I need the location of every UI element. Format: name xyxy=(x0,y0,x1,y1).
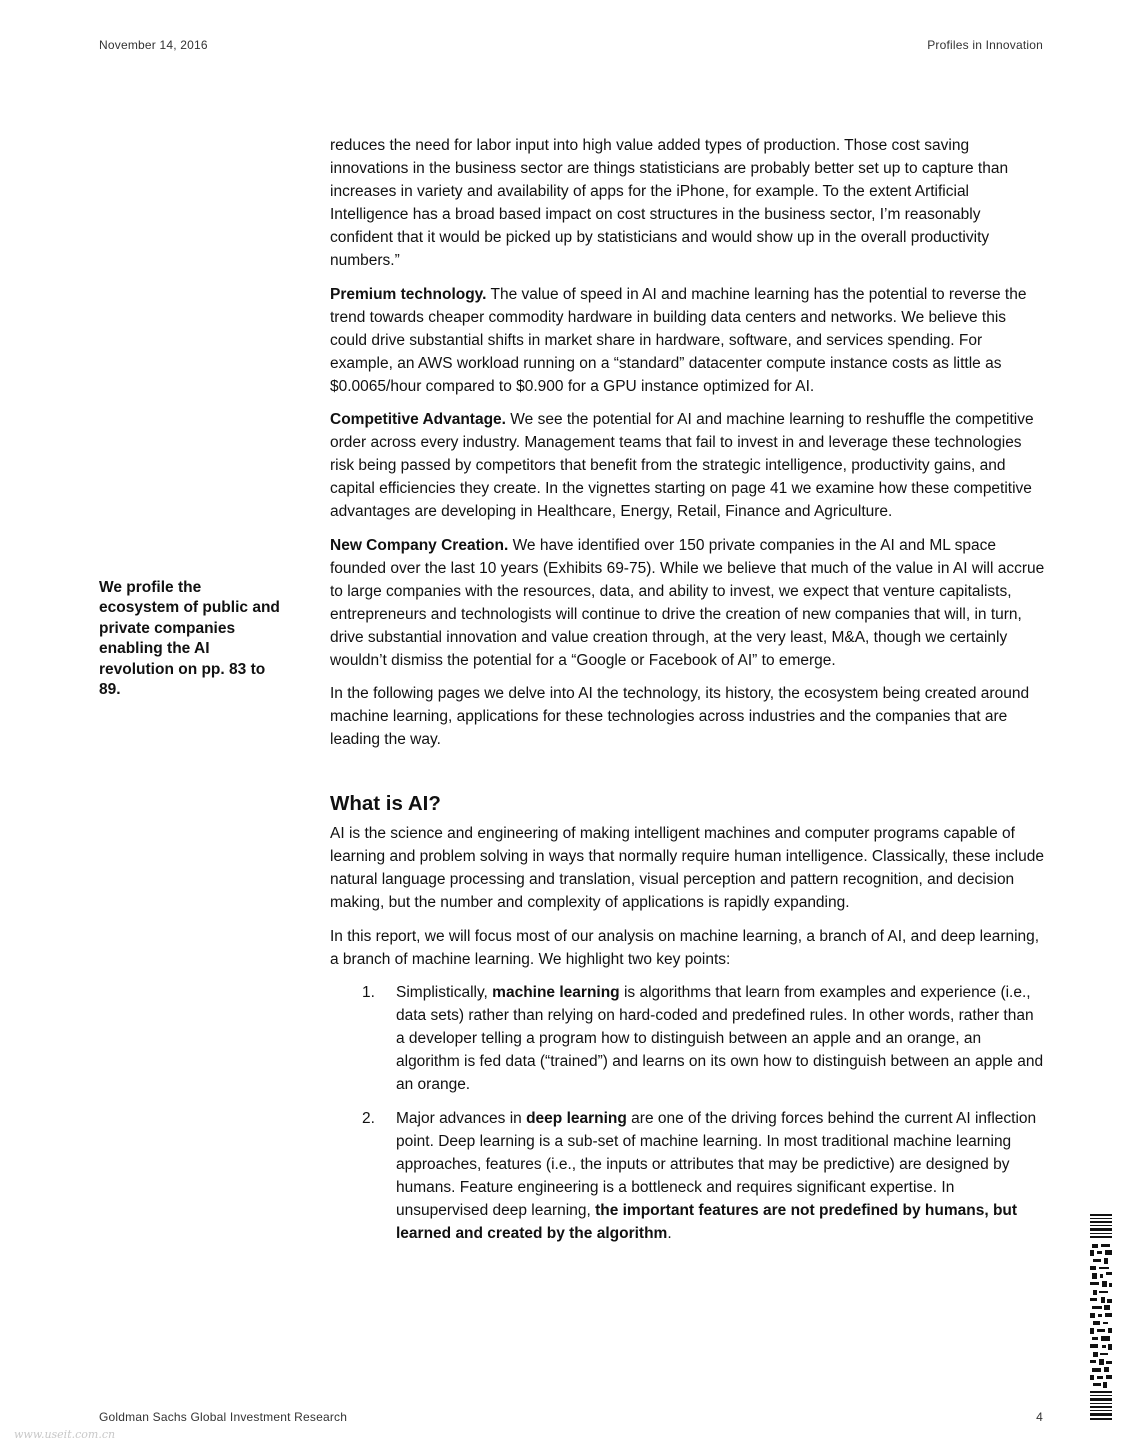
list-item-number: 1. xyxy=(362,984,375,1001)
header-title: Profiles in Innovation xyxy=(927,38,1043,52)
text-premium-technology: The value of speed in AI and machine learning has the potential to reverse the trend towards cheaper commodity hardware in building data centers and networks. We believe this could drive substantial shifts in market share in hardware, software, and services spending. For example, an AWS workload running on a “standard” datacenter compute instance costs as little as $0.0065/hour compared to $0.900 for a GPU instance optimized for AI. xyxy=(330,285,1027,395)
list-item-number: 2. xyxy=(362,1109,375,1127)
paragraph-report-focus: In this report, we will focus most of our analysis on machine learning, a branch of AI, and deep learning, a branch of machine learning. We highlight two key points: xyxy=(330,927,1040,968)
footer-source: Goldman Sachs Global Investment Research xyxy=(99,1410,348,1424)
text-new-company-creation: We have identified over 150 private companies in the AI and ML space founded over the last 10 years (Exhibits 69-75). While we believe that much of the value in AI will accrue to large companies with the resources, data, and ability to invest, we expect that venture capitalists, entrepreneurs and technologists will continue to drive the creation of new companies that will, in turn, drive substantial innovation and value creation through, at the very least, M&A, though we certainly wouldn’t dismiss the potential for a “Google or Facebook of AI” to emerge. xyxy=(330,536,1045,669)
list-item-bold: the important features are not predefined by humans, but learned and created by the algorithm xyxy=(396,1201,1018,1242)
list-item-text: Major advances in xyxy=(396,1109,527,1127)
page-number: 4 xyxy=(1036,1410,1043,1424)
barcode-icon xyxy=(1090,1214,1112,1422)
paragraph-competitive-advantage xyxy=(330,408,1046,523)
list-item-bold: machine learning xyxy=(492,984,620,1001)
lead-premium-technology: Premium technology. xyxy=(330,285,487,303)
paragraph-new-company-creation xyxy=(330,534,1046,672)
lead-competitive-advantage: Competitive Advantage. xyxy=(330,411,506,428)
list-item-text: Simplistically, xyxy=(396,984,493,1001)
list-item xyxy=(330,1107,1046,1245)
list-item-text: . xyxy=(667,1224,672,1242)
key-points-list xyxy=(330,981,1046,1245)
main-content xyxy=(330,134,1046,1255)
text-competitive-advantage: We see the potential for AI and machine learning to reshuffle the competitive order across every industry. Management teams that fail to invest in and leverage these technologies risk being passed by competitors that benefit from the strategic intelligence, productivity gains, and capital efficiencies they create. In the vignettes starting on page 41 we examine how these competitive advantages are developing in Healthcare, Energy, Retail, Finance and Agriculture. xyxy=(330,411,1034,520)
list-item-text: is algorithms that learn from examples and experience (i.e., data sets) rather than relying on hard-coded and predefined rules. In other words, rather than a developer telling a program how to distinguish between an apple and an orange, an algorithm is fed data (“trained”) and learns on its own how to distinguish between an apple and an orange. xyxy=(396,984,1044,1093)
paragraph-premium-technology xyxy=(330,283,1046,398)
watermark: www.useit.com.cn xyxy=(14,1428,116,1441)
paragraph-productivity-quote: reduces the need for labor input into high value added types of production. Those cost saving innovations in the business sector are things statisticians are probably better set up to capture than increases in variety and availability of apps for the iPhone, for example. To the extent Artificial Intelligence has a broad based impact on cost structures in the business sector, I’m reasonably confident that it would be picked up by statisticians and would show up in the overall productivity numbers.” xyxy=(330,137,1009,269)
list-item xyxy=(330,981,1046,1096)
list-item-text: are one of the driving forces behind the current AI inflection point. Deep learning is a sub-set of machine learning. In most traditional machine learning approaches, features (i.e., the inputs or attributes that may be predictive) are designed by humans. Feature engineering is a bottleneck and requires significant expertise. In unsupervised deep learning, xyxy=(396,1109,1037,1219)
paragraph-ai-definition: AI is the science and engineering of making intelligent machines and computer programs capable of learning and problem solving in ways that normally require human intelligence. Classically, these include natural language processing and translation, visual perception and pattern recognition, and decision making, but the number and complexity of applications is rapidly expanding. xyxy=(330,825,1044,911)
section-heading-what-is-ai: What is AI? xyxy=(330,792,441,815)
list-item-bold: deep learning xyxy=(526,1109,627,1127)
header-date: November 14, 2016 xyxy=(99,38,208,52)
lead-new-company-creation: New Company Creation. xyxy=(330,536,509,554)
paragraph-following-pages: In the following pages we delve into AI the technology, its history, the ecosystem being created around machine learning, applications for these technologies across industries and the companies that are leading the way. xyxy=(330,685,1030,748)
sidebar-callout: We profile the ecosystem of public and private companies enabling the AI revolution on pp. 83 to 89. xyxy=(99,579,280,699)
